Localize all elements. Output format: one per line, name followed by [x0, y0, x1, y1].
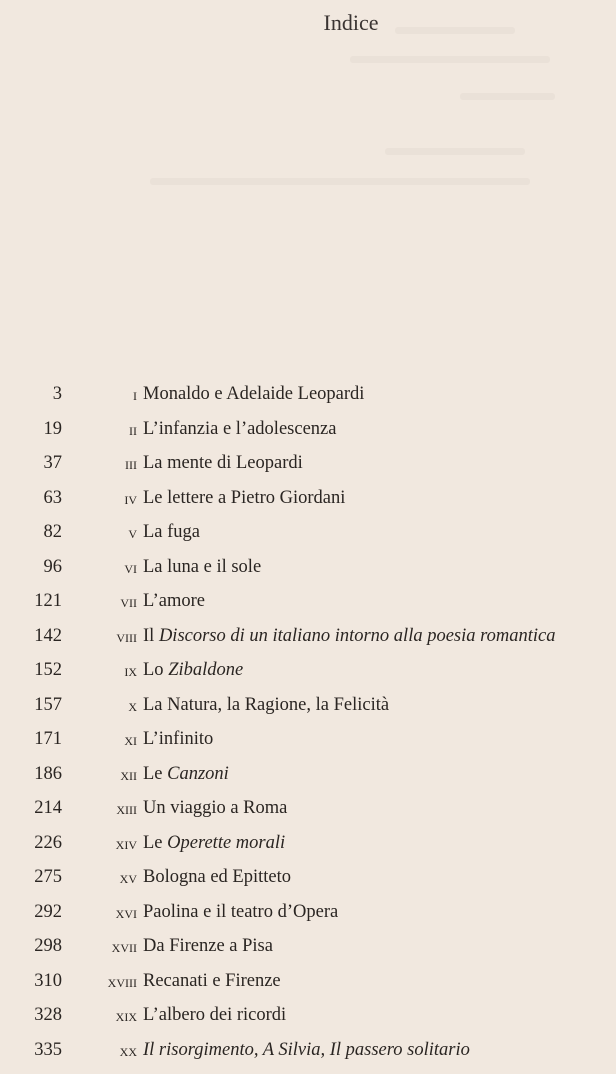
- page-number: 226: [0, 833, 62, 854]
- title-part: Il: [143, 626, 159, 646]
- chapter-numeral: ix: [70, 661, 137, 681]
- chapter-title: [143, 591, 205, 612]
- toc-entry: [0, 867, 616, 902]
- chapter-numeral: xii: [70, 765, 137, 785]
- chapter-title: [143, 729, 213, 750]
- chapter-title: [143, 384, 364, 405]
- toc-entry: [0, 764, 616, 799]
- title-part: La Natura, la Ragione, la Felicità: [143, 695, 389, 715]
- chapter-numeral: xvi: [70, 903, 137, 923]
- chapter-title: [143, 764, 229, 785]
- page-number: 3: [0, 384, 62, 405]
- title-part: Le: [143, 833, 167, 853]
- page-number: 292: [0, 902, 62, 923]
- toc-entry: [0, 902, 616, 937]
- chapter-numeral: xv: [70, 868, 137, 888]
- chapter-title: [143, 936, 273, 957]
- toc-entry: [0, 384, 616, 419]
- page-number: 19: [0, 419, 62, 440]
- show-through-text: [460, 93, 555, 100]
- chapter-numeral: xix: [70, 1006, 137, 1026]
- chapter-title: [143, 833, 285, 854]
- chapter-numeral: xx: [70, 1041, 137, 1061]
- toc-entry: [0, 729, 616, 764]
- chapter-title: [143, 557, 261, 578]
- page-number: 82: [0, 522, 62, 543]
- show-through-text: [385, 148, 525, 155]
- title-part: L’albero dei ricordi: [143, 1005, 286, 1025]
- chapter-title: [143, 626, 556, 647]
- chapter-numeral: vii: [70, 592, 137, 612]
- chapter-numeral: v: [70, 523, 137, 543]
- chapter-numeral: xvii: [70, 937, 137, 957]
- title-part: L’infanzia e l’adolescenza: [143, 419, 336, 439]
- title-part: Bologna ed Epitteto: [143, 867, 291, 887]
- chapter-numeral: viii: [70, 627, 137, 647]
- page-number: 152: [0, 660, 62, 681]
- chapter-title: [143, 1040, 470, 1061]
- toc-entry: [0, 660, 616, 695]
- chapter-title: [143, 522, 200, 543]
- chapter-title: [143, 695, 389, 716]
- italic-title-part: Zibaldone: [168, 660, 243, 680]
- toc-entry: [0, 522, 616, 557]
- title-part: Le: [143, 764, 167, 784]
- chapter-numeral: vi: [70, 558, 137, 578]
- chapter-numeral: x: [70, 696, 137, 716]
- toc-entry: [0, 591, 616, 626]
- chapter-title: [143, 902, 338, 923]
- chapter-title: [143, 971, 281, 992]
- page-number: 63: [0, 488, 62, 509]
- title-part: Lo: [143, 660, 168, 680]
- toc-entry: [0, 557, 616, 592]
- toc-entry: [0, 798, 616, 833]
- table-of-contents: [0, 384, 616, 1074]
- title-part: La fuga: [143, 522, 200, 542]
- page-number: 214: [0, 798, 62, 819]
- italic-title-part: Canzoni: [167, 764, 229, 784]
- chapter-numeral: i: [70, 385, 137, 405]
- chapter-numeral: iii: [70, 454, 137, 474]
- page-number: 310: [0, 971, 62, 992]
- page-number: 186: [0, 764, 62, 785]
- italic-title-part: Discorso di un italiano intorno alla poesia romantica: [159, 626, 556, 646]
- chapter-title: [143, 453, 303, 474]
- title-part: Recanati e Firenze: [143, 971, 281, 991]
- title-part: L’infinito: [143, 729, 213, 749]
- chapter-title: [143, 798, 287, 819]
- chapter-title: [143, 867, 291, 888]
- chapter-numeral: xiii: [70, 799, 137, 819]
- page-number: 96: [0, 557, 62, 578]
- chapter-title: [143, 419, 336, 440]
- page-number: 335: [0, 1040, 62, 1061]
- page-number: 171: [0, 729, 62, 750]
- toc-entry: [0, 695, 616, 730]
- toc-entry: [0, 453, 616, 488]
- italic-title-part: Il risorgimento, A Silvia, Il passero solitario: [143, 1040, 470, 1060]
- page-number: 275: [0, 867, 62, 888]
- chapter-numeral: ii: [70, 420, 137, 440]
- page-title: Indice: [0, 10, 616, 36]
- chapter-numeral: xviii: [70, 972, 137, 992]
- show-through-text: [150, 178, 530, 185]
- title-part: Monaldo e Adelaide Leopardi: [143, 384, 364, 404]
- toc-entry: [0, 971, 616, 1006]
- title-part: Da Firenze a Pisa: [143, 936, 273, 956]
- title-part: L’amore: [143, 591, 205, 611]
- toc-entry: [0, 936, 616, 971]
- chapter-numeral: xiv: [70, 834, 137, 854]
- title-part: La mente di Leopardi: [143, 453, 303, 473]
- title-part: Un viaggio a Roma: [143, 798, 287, 818]
- show-through-text: [395, 27, 515, 34]
- page-number: 157: [0, 695, 62, 716]
- chapter-title: [143, 488, 345, 509]
- page-number: 298: [0, 936, 62, 957]
- toc-entry: [0, 1005, 616, 1040]
- page-number: 37: [0, 453, 62, 474]
- toc-entry: [0, 488, 616, 523]
- toc-entry: [0, 419, 616, 454]
- chapter-title: [143, 1005, 286, 1026]
- page-number: 328: [0, 1005, 62, 1026]
- toc-entry: [0, 626, 616, 661]
- italic-title-part: Operette morali: [167, 833, 285, 853]
- toc-entry: [0, 833, 616, 868]
- page-number: 121: [0, 591, 62, 612]
- title-part: Le lettere a Pietro Giordani: [143, 488, 345, 508]
- page-number: 142: [0, 626, 62, 647]
- chapter-numeral: xi: [70, 730, 137, 750]
- title-part: Paolina e il teatro d’Opera: [143, 902, 338, 922]
- title-part: La luna e il sole: [143, 557, 261, 577]
- chapter-title: [143, 660, 243, 681]
- show-through-text: [350, 56, 550, 63]
- chapter-numeral: iv: [70, 489, 137, 509]
